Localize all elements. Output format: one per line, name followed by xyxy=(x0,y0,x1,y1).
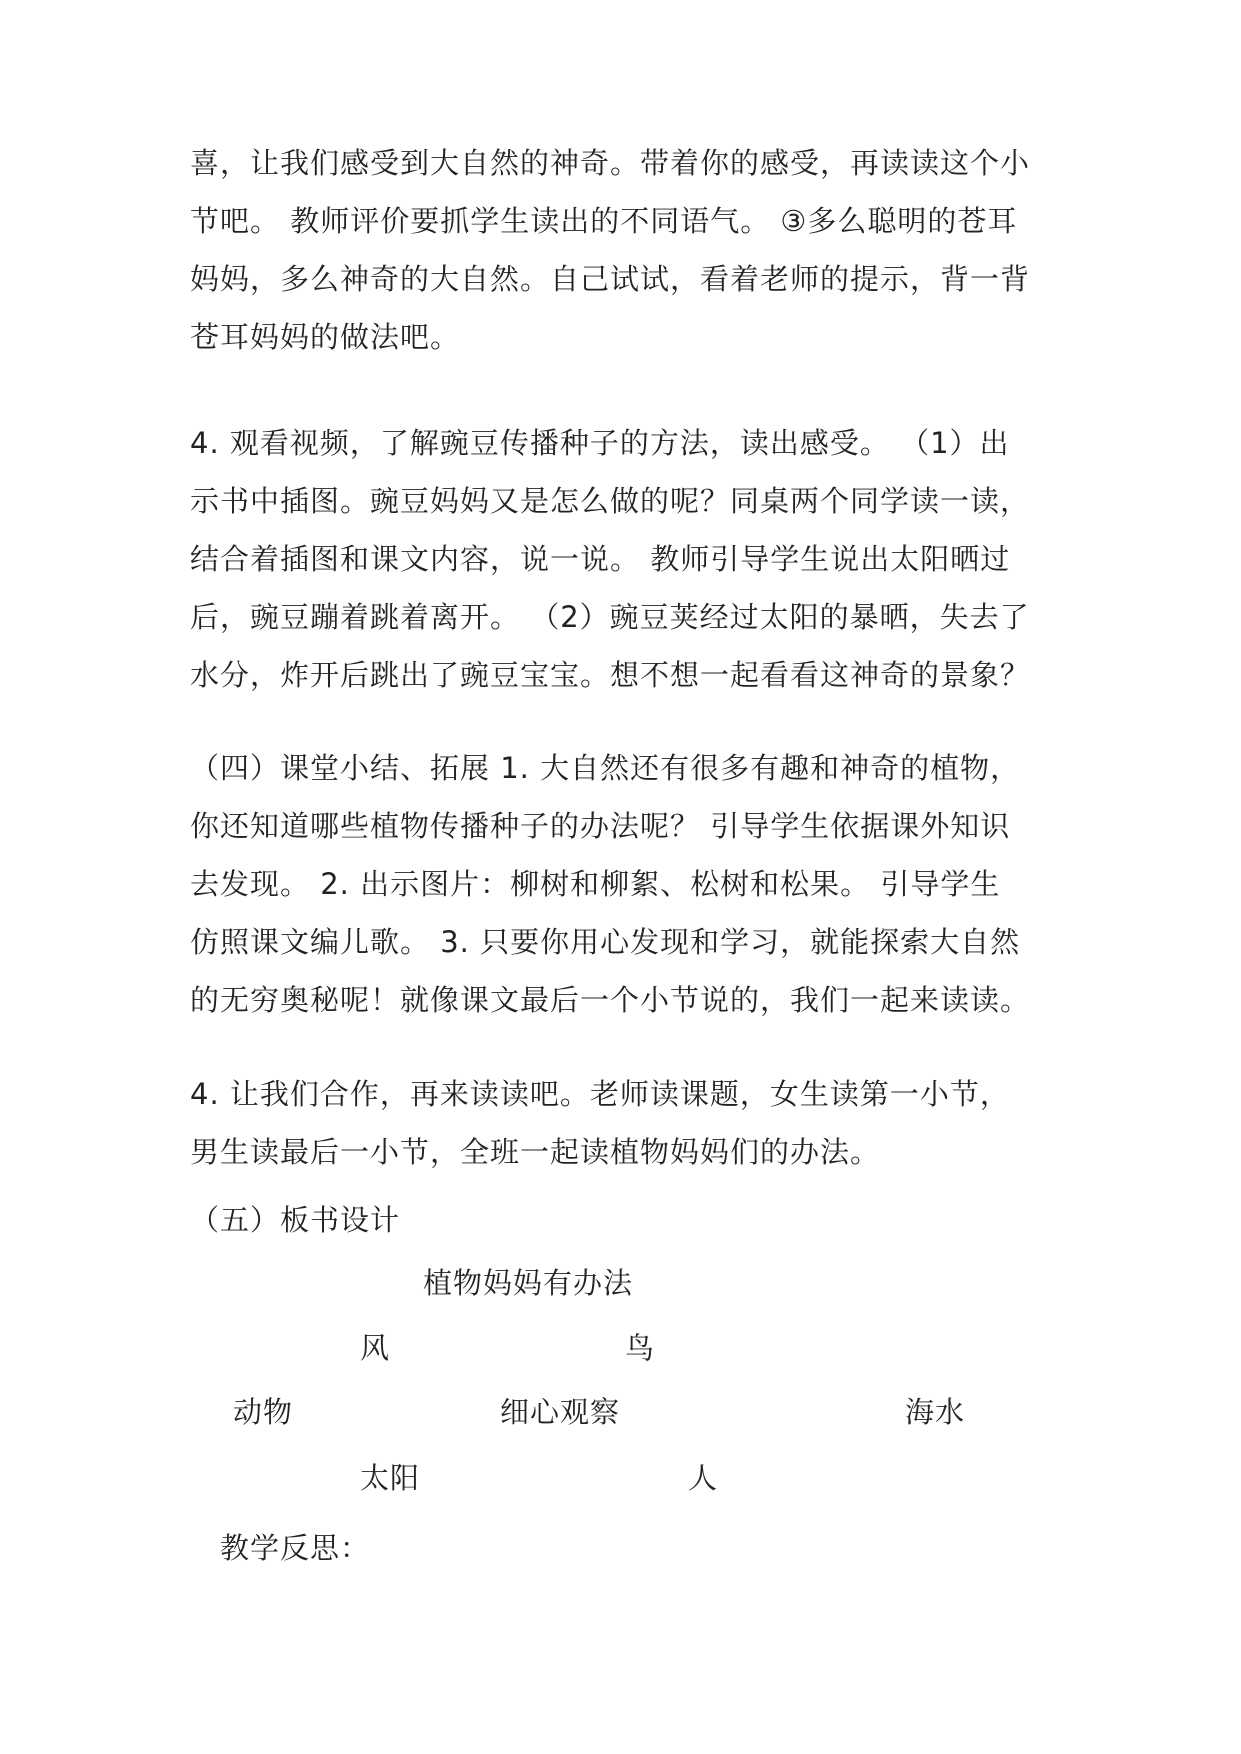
board-sea: 海水 xyxy=(905,1395,966,1429)
body-line-2: 节吧。 教师评价要抓学生读出的不同语气。 ③多么聪明的苍耳 xyxy=(190,204,1018,238)
body-line-6: 示书中插图。豌豆妈妈又是怎么做的呢？同桌两个同学读一读， xyxy=(190,484,1031,518)
board-person: 人 xyxy=(688,1461,719,1495)
body-line-14: 的无穷奥秘呢！就像课文最后一个小节说的，我们一起来读读。 xyxy=(190,983,1031,1017)
body-line-15: 4. 让我们合作，再来读读吧。老师读课题，女生读第一小节， xyxy=(190,1077,1010,1111)
board-animal: 动物 xyxy=(233,1395,294,1429)
reflection-label: 教学反思： xyxy=(220,1531,371,1565)
body-line-1: 喜，让我们感受到大自然的神奇。带着你的感受，再读读这个小 xyxy=(190,146,1031,180)
board-observe: 细心观察 xyxy=(500,1395,621,1429)
body-line-16: 男生读最后一小节，全班一起读植物妈妈们的办法。 xyxy=(190,1135,881,1169)
body-line-13: 仿照课文编儿歌。 3. 只要你用心发现和学习，就能探索大自然 xyxy=(190,925,1021,959)
body-line-7: 结合着插图和课文内容，说一说。 教师引导学生说出太阳晒过 xyxy=(190,542,1011,576)
body-line-5: 4. 观看视频，了解豌豆传播种子的方法，读出感受。 （1）出 xyxy=(190,426,1010,460)
body-line-4: 苍耳妈妈的做法吧。 xyxy=(190,320,461,354)
body-line-3: 妈妈，多么神奇的大自然。自己试试，看着老师的提示，背一背 xyxy=(190,262,1031,296)
board-bird: 鸟 xyxy=(625,1331,656,1365)
section-heading-board: （五）板书设计 xyxy=(190,1203,401,1237)
body-line-11: 你还知道哪些植物传播种子的办法呢？ 引导学生依据课外知识 xyxy=(190,809,1011,843)
body-line-9: 水分，炸开后跳出了豌豆宝宝。想不想一起看看这神奇的景象？ xyxy=(190,658,1031,692)
body-line-12: 去发现。 2. 出示图片：柳树和柳絮、松树和松果。 引导学生 xyxy=(190,867,1001,901)
board-title: 植物妈妈有办法 xyxy=(423,1266,634,1300)
body-line-10: （四）课堂小结、拓展 1. 大自然还有很多有趣和神奇的植物， xyxy=(190,751,1021,785)
body-line-8: 后，豌豆蹦着跳着离开。 （2）豌豆荚经过太阳的暴晒，失去了 xyxy=(190,600,1030,634)
board-wind: 风 xyxy=(360,1331,391,1365)
board-sun: 太阳 xyxy=(360,1461,421,1495)
